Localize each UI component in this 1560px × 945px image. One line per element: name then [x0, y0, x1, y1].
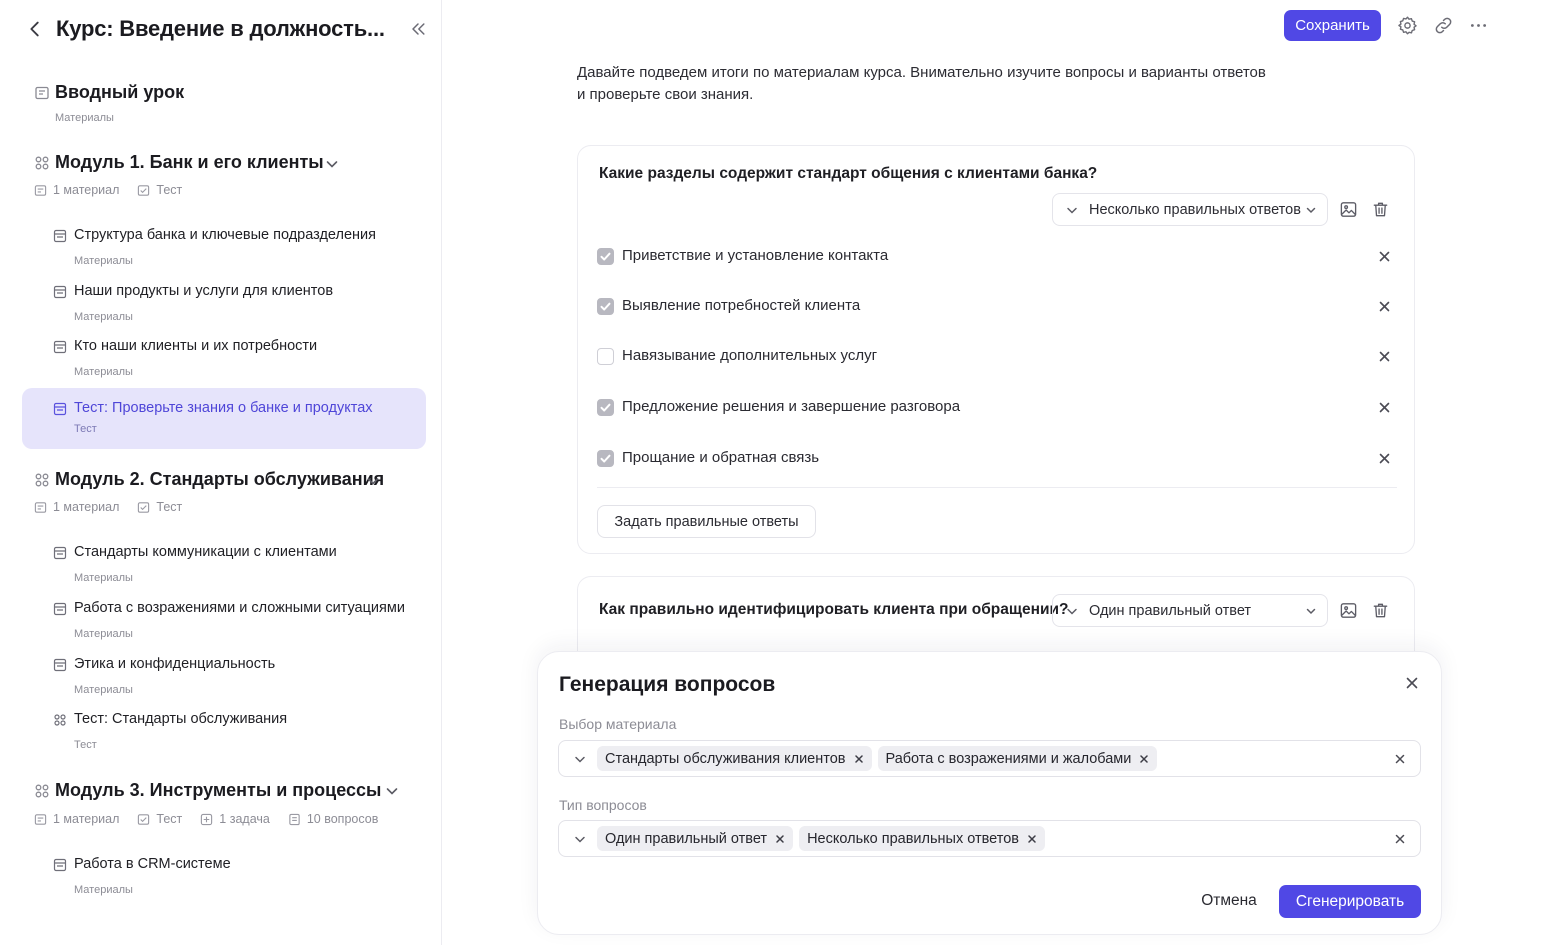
lesson-subtitle: Материалы [74, 572, 133, 584]
answer-checkbox[interactable] [597, 298, 614, 315]
generate-questions-modal [537, 651, 1442, 935]
answer-text[interactable]: Навязывание дополнительных услуг [622, 347, 878, 364]
materials-count: 1 материал [34, 183, 119, 197]
lesson-icon [53, 340, 67, 354]
close-icon[interactable] [1377, 299, 1392, 314]
lesson-title: Тест: Проверьте знания о банке и продуктах [74, 400, 373, 416]
question-type-tag: Несколько правильных ответов [799, 826, 1045, 851]
selected-materials [597, 746, 1157, 771]
sidebar-module-1[interactable] [0, 148, 442, 204]
lesson-icon [34, 85, 50, 101]
lesson-item[interactable] [22, 275, 426, 335]
lesson-title: Наши продукты и услуги для клиентов [74, 283, 334, 299]
sidebar-module-2[interactable] [0, 465, 442, 521]
lesson-item[interactable] [22, 703, 426, 763]
module-title: Модуль 1. Банк и его клиенты [55, 152, 324, 172]
answer-option [597, 293, 1392, 321]
lesson-subtitle: Материалы [74, 311, 133, 323]
more-icon[interactable] [1468, 15, 1489, 36]
answer-option [597, 394, 1392, 422]
question-type-multiselect[interactable] [558, 820, 1421, 857]
course-title: Курс: Введение в должность... [56, 16, 385, 41]
lesson-item[interactable] [22, 330, 426, 390]
module-icon [53, 713, 67, 727]
remove-tag-icon[interactable] [1027, 834, 1037, 844]
module-title: Модуль 2. Стандарты обслуживания [55, 469, 385, 489]
module-meta [34, 183, 182, 197]
materials-count: 1 материал [34, 812, 119, 826]
sidebar-module-3[interactable] [0, 776, 442, 832]
close-icon[interactable] [1377, 451, 1392, 466]
divider [597, 487, 1397, 488]
module-icon [34, 783, 50, 799]
lesson-title: Кто наши клиенты и их потребности [74, 338, 318, 354]
question-card [577, 145, 1415, 554]
sidebar-item-label: Вводный урок [55, 82, 185, 102]
lesson-subtitle: Материалы [74, 255, 133, 267]
lesson-icon [53, 602, 67, 616]
question-type-select[interactable]: Несколько правильных ответов [1052, 193, 1328, 226]
set-correct-answers-button[interactable]: Задать правильные ответы [597, 505, 816, 538]
materials-count: 1 материал [34, 500, 119, 514]
test-icon [53, 402, 67, 416]
cancel-button[interactable]: Отмена [1201, 891, 1257, 909]
remove-tag-icon[interactable] [775, 834, 785, 844]
module-meta [34, 500, 182, 514]
lesson-icon [53, 229, 67, 243]
module-title: Модуль 3. Инструменты и процессы [55, 780, 382, 800]
question-type-select[interactable]: Один правильный ответ [1052, 594, 1328, 627]
clear-icon[interactable] [1394, 753, 1406, 765]
trash-icon[interactable] [1371, 601, 1390, 620]
answer-checkbox[interactable] [597, 348, 614, 365]
link-icon[interactable] [1433, 15, 1454, 36]
answer-text[interactable]: Прощание и обратная связь [622, 449, 820, 466]
lesson-subtitle: Материалы [74, 366, 133, 378]
lesson-item[interactable] [22, 536, 426, 596]
lesson-title: Этика и конфиденциальность [74, 656, 276, 672]
question-title[interactable]: Как правильно идентифицировать клиента при обращении? [599, 601, 1069, 618]
generate-button[interactable]: Сгенерировать [1279, 885, 1421, 918]
lesson-item[interactable] [22, 592, 426, 652]
answer-text[interactable]: Приветствие и установление контакта [622, 247, 889, 264]
remove-tag-icon[interactable] [1139, 754, 1149, 764]
course-intro-text: Давайте подведем итоги по материалам курса. Внимательно изучите вопросы и варианты ответов и проверьте свои знания. [577, 64, 1266, 103]
material-tag: Работа с возражениями и жалобами [878, 746, 1158, 771]
answer-option [597, 243, 1392, 271]
lesson-subtitle: Тест [74, 739, 97, 751]
answer-option [597, 343, 1392, 371]
lesson-title: Стандарты коммуникации с клиентами [74, 544, 337, 560]
lesson-item[interactable] [22, 648, 426, 708]
sidebar-item-intro[interactable] [0, 78, 442, 130]
lesson-title: Структура банка и ключевые подразделения [74, 227, 376, 243]
lesson-subtitle: Тест [74, 423, 97, 435]
chevron-down-icon[interactable] [365, 473, 381, 489]
lesson-title: Тест: Стандарты обслуживания [74, 711, 288, 727]
lesson-title: Работа с возражениями и сложными ситуациями [74, 600, 405, 616]
sidebar-header [0, 0, 442, 58]
lesson-icon [53, 858, 67, 872]
chevron-down-icon[interactable] [573, 832, 587, 846]
material-multiselect[interactable] [558, 740, 1421, 777]
question-type-tag: Один правильный ответ [597, 826, 793, 851]
lesson-title: Работа в CRM-системе [74, 856, 231, 872]
question-title[interactable]: Какие разделы содержит стандарт общения с клиентами банка? [599, 165, 1098, 182]
course-sidebar [0, 0, 442, 945]
close-icon[interactable] [1404, 675, 1420, 691]
questions-count: 10 вопросов [288, 812, 378, 826]
chevron-down-icon[interactable] [384, 783, 400, 799]
close-icon[interactable] [1377, 249, 1392, 264]
remove-tag-icon[interactable] [854, 754, 864, 764]
test-label: Тест [137, 500, 182, 514]
lesson-subtitle: Материалы [74, 628, 133, 640]
answer-checkbox[interactable] [597, 450, 614, 467]
lesson-item[interactable] [22, 219, 426, 279]
image-icon[interactable] [1339, 601, 1358, 620]
question-type-field-label: Тип вопросов [559, 797, 647, 813]
dropdown-arrow-icon [1305, 605, 1317, 617]
clear-icon[interactable] [1394, 833, 1406, 845]
material-tag: Стандарты обслуживания клиентов [597, 746, 872, 771]
chevron-down-icon [1065, 203, 1079, 217]
lesson-subtitle: Материалы [74, 884, 133, 896]
chevron-down-icon[interactable] [324, 156, 340, 172]
answer-text[interactable]: Предложение решения и завершение разговора [622, 398, 961, 415]
selected-question-types [597, 826, 1045, 851]
close-icon[interactable] [1377, 400, 1392, 415]
test-label: Тест [137, 812, 182, 826]
lesson-subtitle: Материалы [74, 684, 133, 696]
trash-icon[interactable] [1371, 200, 1390, 219]
module-icon [34, 155, 50, 171]
answer-checkbox[interactable] [597, 248, 614, 265]
lesson-icon [53, 546, 67, 560]
close-icon[interactable] [1377, 349, 1392, 364]
gear-icon[interactable] [1397, 15, 1418, 36]
save-button[interactable]: Сохранить [1284, 10, 1381, 41]
lesson-item-active[interactable] [22, 388, 426, 449]
modal-title: Генерация вопросов [559, 673, 776, 696]
task-count: 1 задача [200, 812, 270, 826]
answer-option [597, 445, 1392, 473]
collapse-sidebar-icon[interactable] [408, 19, 428, 39]
sidebar-item-meta: Материалы [55, 112, 114, 124]
answer-text[interactable]: Выявление потребностей клиента [622, 297, 861, 314]
chevron-down-icon [1065, 604, 1079, 618]
lesson-item[interactable] [22, 848, 426, 908]
lesson-icon [53, 285, 67, 299]
lesson-icon [53, 658, 67, 672]
module-icon [34, 472, 50, 488]
chevron-down-icon[interactable] [573, 752, 587, 766]
test-label: Тест [137, 183, 182, 197]
image-icon[interactable] [1339, 200, 1358, 219]
answer-checkbox[interactable] [597, 399, 614, 416]
material-field-label: Выбор материала [559, 716, 677, 732]
back-icon[interactable] [24, 18, 46, 40]
dropdown-arrow-icon [1305, 204, 1317, 216]
module-meta [34, 812, 378, 826]
